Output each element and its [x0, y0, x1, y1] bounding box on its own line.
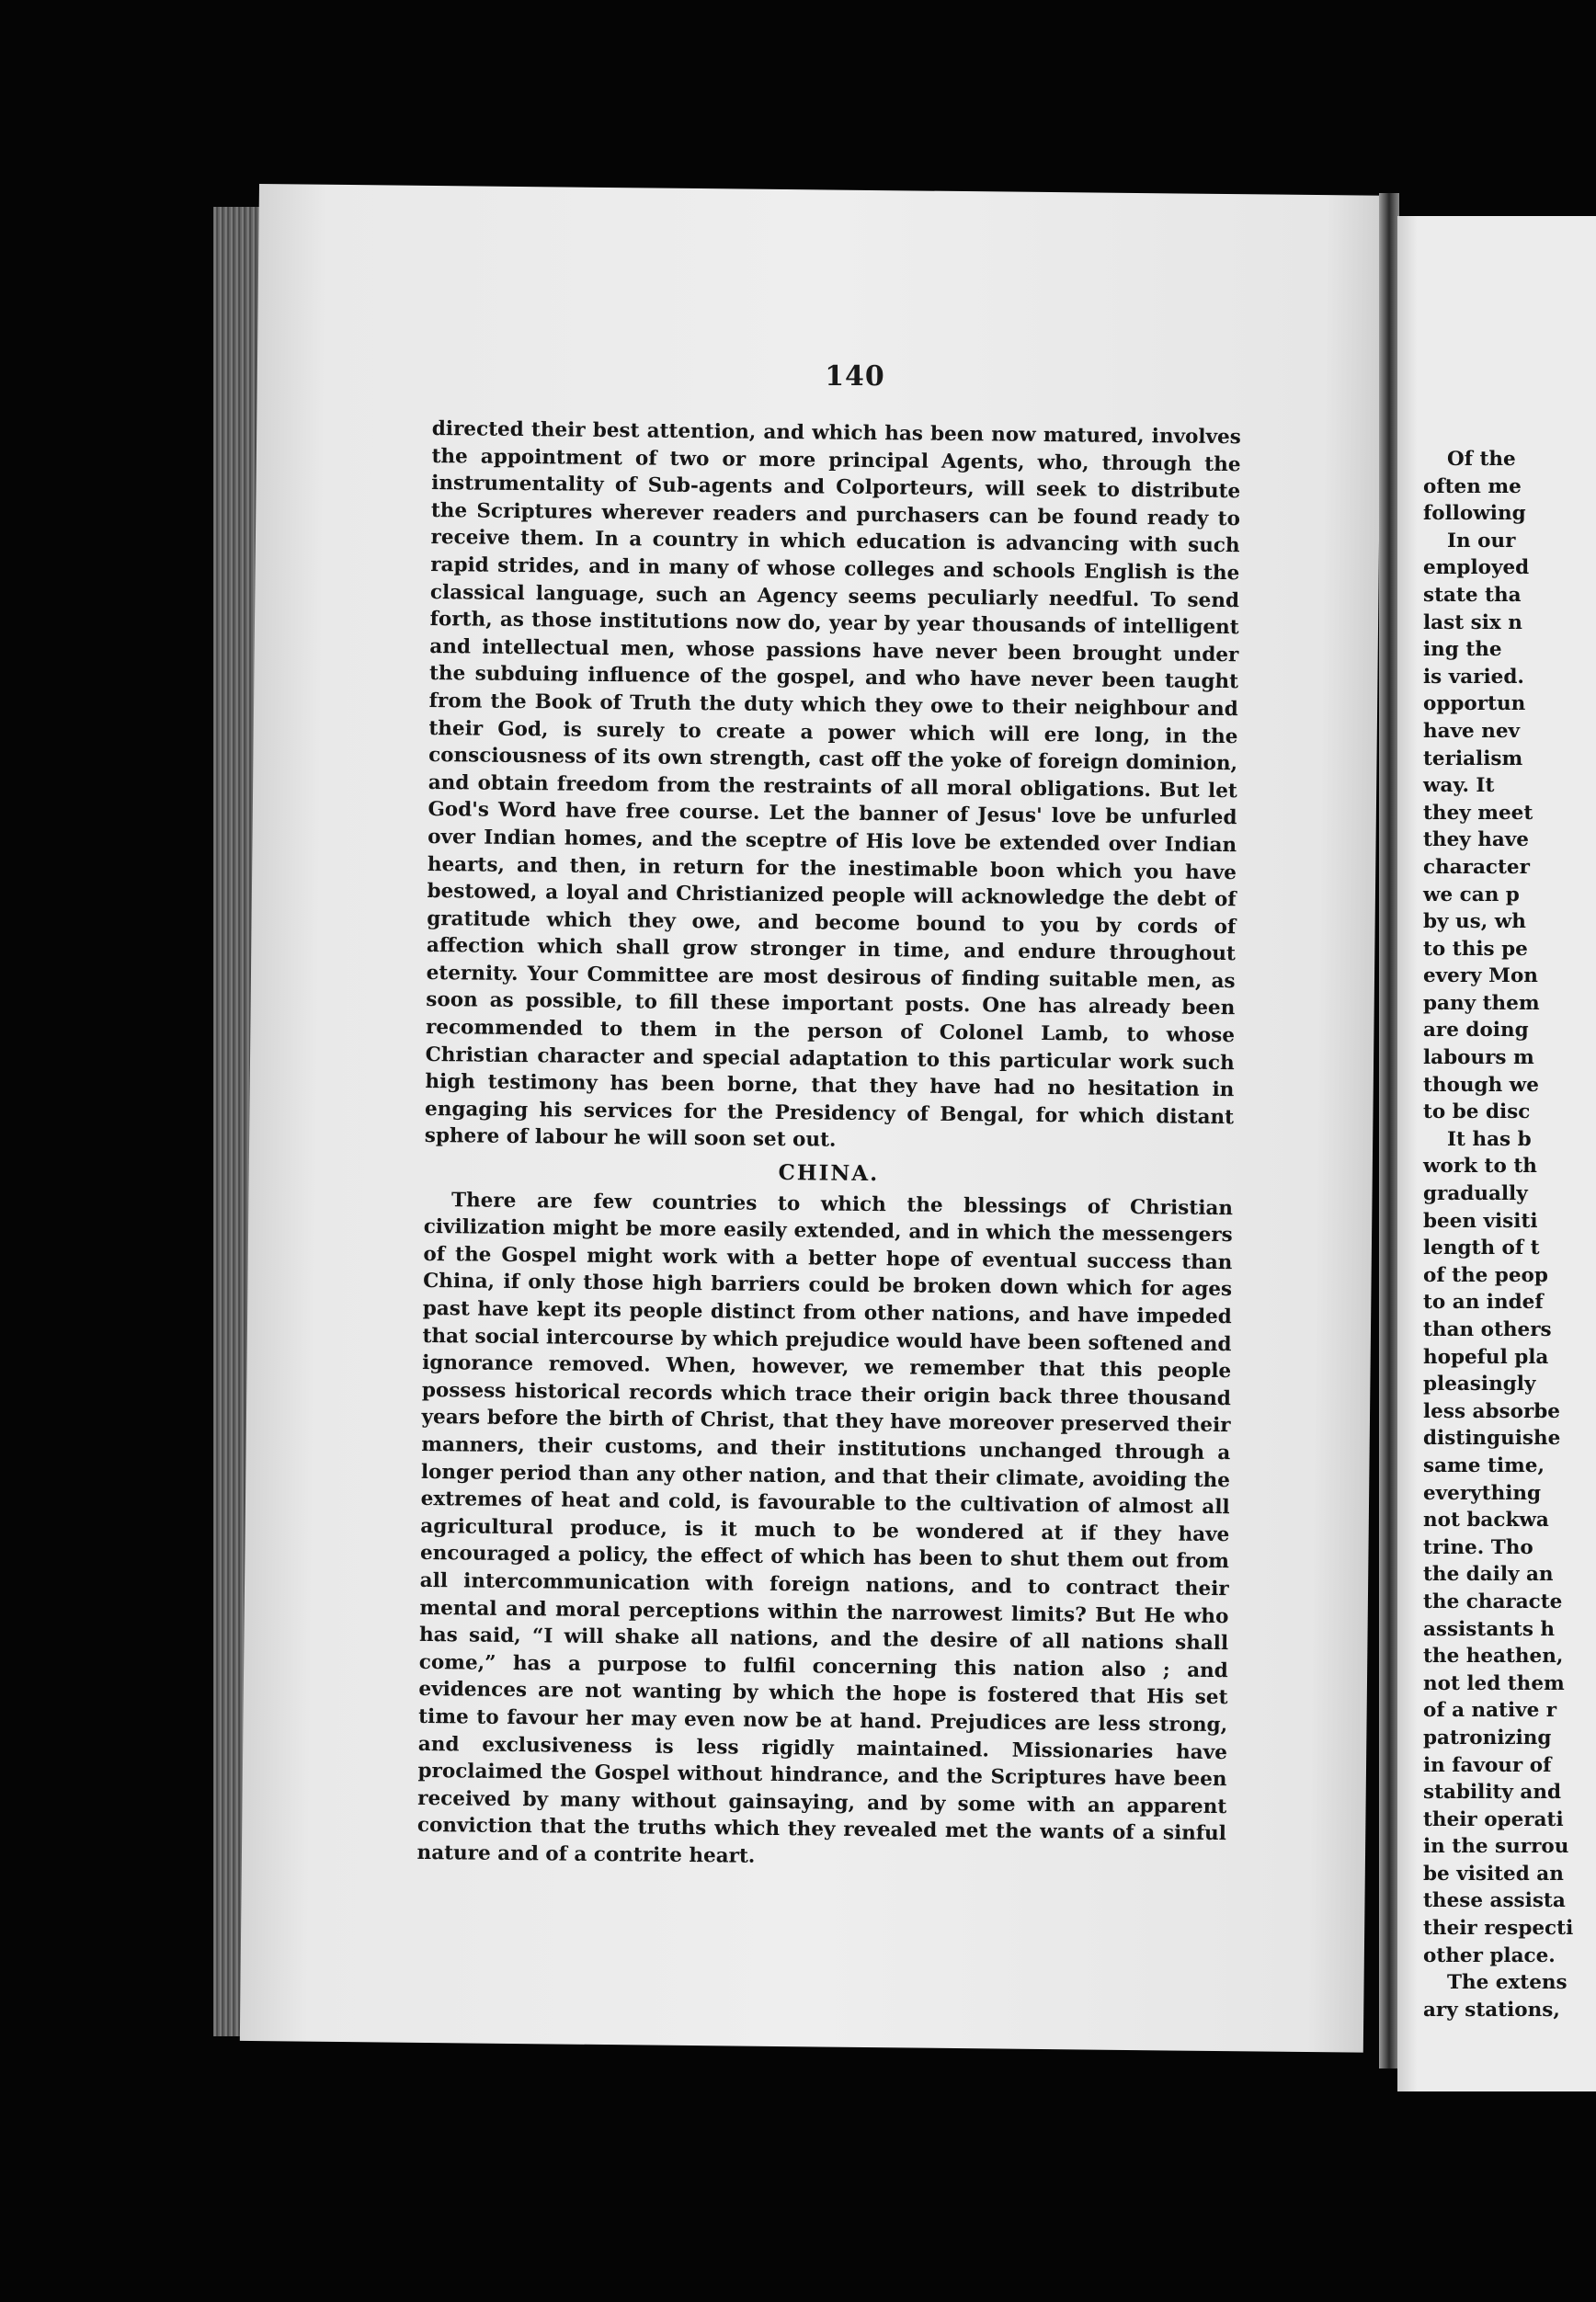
right-page-line: distinguishe	[1423, 1427, 1561, 1451]
right-page-line: pleasingly	[1423, 1373, 1536, 1396]
right-page-line: the daily an	[1423, 1563, 1554, 1587]
right-page-line: The extens	[1447, 1971, 1568, 1995]
right-page-line: are doing	[1423, 1019, 1529, 1043]
right-page-line: they meet	[1423, 801, 1533, 825]
right-page-line: than others	[1423, 1318, 1552, 1341]
right-page-line: assistants h	[1423, 1617, 1556, 1641]
right-page-line: stability and	[1423, 1781, 1562, 1805]
right-page-line: to an indef	[1423, 1291, 1544, 1315]
right-page-line: following	[1423, 502, 1526, 526]
right-page-line: have nev	[1423, 719, 1521, 743]
right-page-line: be visited an	[1423, 1862, 1564, 1886]
right-page-line: terialism	[1423, 746, 1523, 770]
right-page-line: we can p	[1423, 883, 1520, 906]
page-number: 140	[825, 360, 885, 393]
right-page-line: they have	[1423, 828, 1529, 852]
right-page-line: to this pe	[1423, 937, 1528, 961]
right-page-line: these assista	[1423, 1889, 1566, 1913]
right-page-line: less absorbe	[1423, 1399, 1560, 1423]
book-gutter	[1379, 193, 1399, 2068]
right-page-line: employed	[1423, 556, 1530, 580]
right-page-line: ary stations,	[1423, 1998, 1560, 2022]
right-page-line: not led them	[1423, 1671, 1565, 1695]
right-page-line: patronizing	[1423, 1726, 1552, 1749]
right-page-line: to be disc	[1423, 1100, 1531, 1124]
section-heading: CHINA.	[778, 1160, 880, 1187]
right-page-line: of a native r	[1423, 1699, 1557, 1723]
body-paragraph: There are few countries to which the blessings of Christian civilization might be more easily extended, and in which the messengers of the Gospel might work with a better hope of eventual success than China, if only those high barriers could be broken down which for ages past have kept its people distinct from other nations, and have impeded that social intercourse by which prejudice would have been softened and ignorance removed. When, however, we remember that this people possess historical records which trace their origin back three thousand years before the birth of Christ, that they have moreover preserved their manners, their customs, and their institutions unchanged through a longer period than any other nation, and that their climate, avoiding the extremes of heat and cold, is favourable to the cultivation of almost all agricultural produce, is it much to be wondered at if they have encouraged a policy, the effect of which has been to shut them out from all intercommunication with foreign nations, and to contract their mental and moral perceptions within the narrowest limits? But He who has said, “I will shake all nations, and the desire of all nations shall come,” has a purpose to fulfil concerning this nation also ; and evidences are not wanting by which the hope is fostered that His set time to favour her may even now be at hand. Prejudices are less strong, and exclusiveness is less rigidly maintained. Missionaries have proclaimed the Gospel without hindrance, and the Scriptures have been received by many without gainsaying, and by some with an apparent conviction that the truths which they revealed met the wants of a sinful nature and of a contrite heart.	[416, 1188, 1234, 1868]
right-page-line: It has b	[1447, 1127, 1532, 1151]
right-page-line: length of t	[1423, 1236, 1540, 1260]
right-page-line: is varied.	[1423, 665, 1524, 689]
right-page-line: hopeful pla	[1423, 1345, 1549, 1369]
right-page	[1397, 216, 1596, 2091]
left-page-text	[416, 416, 1240, 1875]
right-page-line: state tha	[1423, 583, 1522, 607]
right-page-line: ing the	[1423, 638, 1502, 662]
right-page-line: work to th	[1423, 1155, 1537, 1179]
right-page-line: in the surrou	[1423, 1835, 1569, 1859]
right-page-line: not backwa	[1423, 1509, 1549, 1533]
right-page-line: pany them	[1423, 991, 1540, 1015]
right-page-line: last six n	[1423, 610, 1522, 634]
right-page-line: other place.	[1423, 1943, 1556, 1967]
right-page-line: gradually	[1423, 1182, 1528, 1206]
body-paragraph: directed their best attention, and which has been now matured, involves the appointment of two or more principal Agents, who, through the instrumentality of Sub-agents and Colporteurs, will seek to distribute the Scriptures wherever readers and purchasers can be found ready to receive them. In a country in which education is advancing with such rapid strides, and in many of whose colleges and schools English is the classical language, such an Agency seems peculiarly needful. To send forth, as those institutions now do, year by year thousands of intelligent and intellectual men, whose passions have never been brought under the subduing influence of the gospel, and who have never been taught from the Book of Truth the duty which they owe to their neighbour and their God, is surely to create a power which will ere long, in the consciousness of its own strength, cast off the yoke of foreign dominion, and obtain freedom from the restraints of all moral obligations. But let God's Word have free course. Let the banner of Jesus' love be unfurled over Indian homes, and the sceptre of His love be extended over Indian hearts, and then, in return for the inestimable boon which you have bestowed, a loyal and Christianized people will acknowledge the debt of gratitude which they owe, and become bound to you by cords of affection which shall grow stronger in time, and endure throughout eternity. Your Committee are most desirous of finding suitable men, as soon as possible, to fill these important posts. One has already been recommended to them in the person of Colonel Lamb, to whose Christian character and special adaptation to this particular work such high testimony has been borne, that they have had no hesitation in engaging his services for the Presidency of Bengal, for which distant sphere of labour he will soon set out.	[424, 416, 1241, 1153]
right-page-line: Of the	[1447, 448, 1516, 471]
right-page-line: in favour of	[1423, 1753, 1552, 1777]
right-page-line: been visiti	[1423, 1209, 1538, 1233]
right-page-line: though we	[1423, 1073, 1539, 1097]
right-page-line: In our	[1447, 529, 1516, 553]
right-page-text	[1423, 446, 1596, 2023]
right-page-line: their operati	[1423, 1807, 1564, 1831]
right-page-line: every Mon	[1423, 964, 1538, 988]
right-page-line: everything	[1423, 1481, 1542, 1505]
right-page-line: character	[1423, 855, 1530, 879]
right-page-line: trine. Tho	[1423, 1535, 1533, 1559]
right-page-line: their respecti	[1423, 1917, 1574, 1941]
right-page-line: labours m	[1423, 1046, 1534, 1070]
right-page-line: the characte	[1423, 1590, 1563, 1613]
right-page-line: opportun	[1423, 692, 1526, 716]
right-page-line: often me	[1423, 474, 1522, 498]
right-page-line: of the peop	[1423, 1263, 1548, 1287]
right-page-line: way. It	[1423, 774, 1495, 798]
right-page-line: by us, wh	[1423, 910, 1526, 934]
right-page-line: the heathen,	[1423, 1645, 1564, 1669]
right-page-line: same time,	[1423, 1453, 1545, 1477]
